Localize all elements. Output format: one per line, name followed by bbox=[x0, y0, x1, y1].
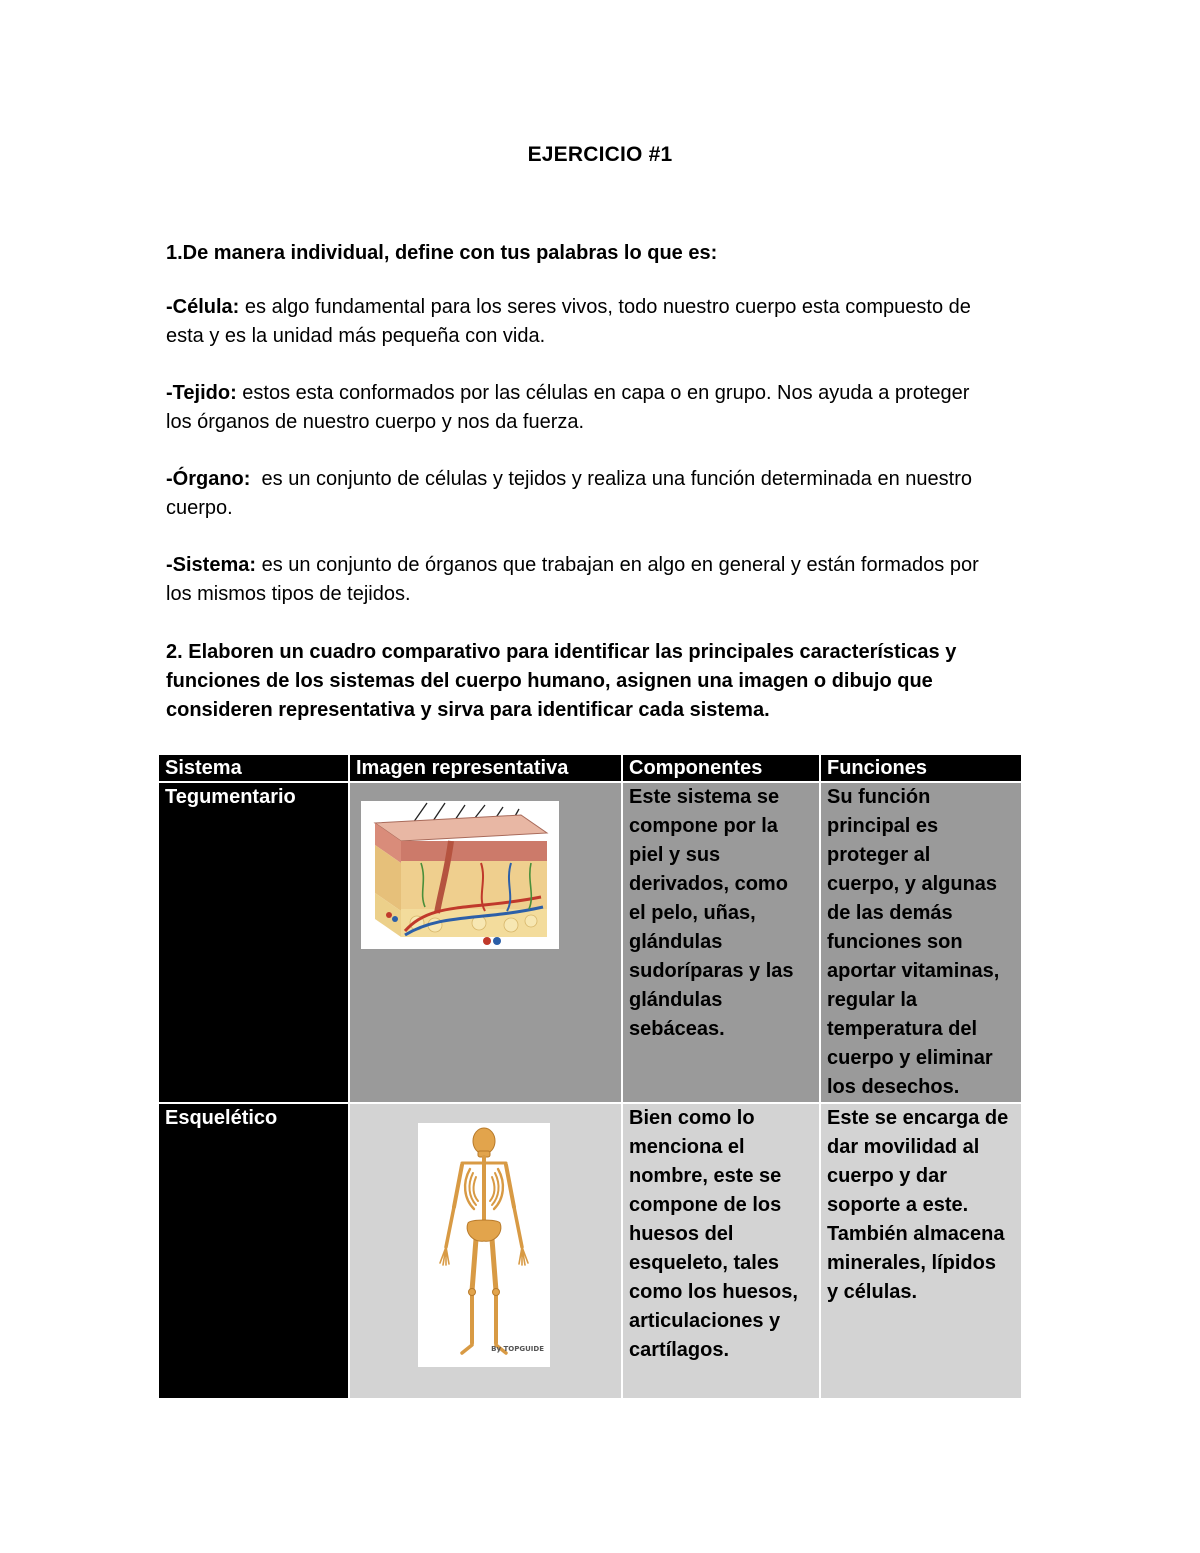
question-2-prompt bbox=[166, 638, 1036, 725]
question-1-prompt: 1.De manera individual, define con tus palabras lo que es: bbox=[166, 242, 718, 264]
cell-componentes-esqueletico bbox=[622, 1103, 820, 1399]
page-title: EJERCICIO #1 bbox=[527, 143, 673, 166]
cell-funciones-tegumentario bbox=[820, 782, 1022, 1103]
cell-image-tegumentario bbox=[349, 782, 622, 1103]
definition-tejido-line2: los órganos de nuestro cuerpo y nos da fuerza. bbox=[166, 411, 585, 433]
text-line: cuerpo, y algunas bbox=[827, 873, 998, 895]
text-line: soporte a este. bbox=[827, 1194, 969, 1216]
cell-image-esqueletico bbox=[349, 1103, 622, 1399]
text-line: y células. bbox=[827, 1281, 918, 1303]
text-line: glándulas bbox=[629, 989, 723, 1011]
text-line: huesos del bbox=[629, 1223, 734, 1245]
text-line: También almacena bbox=[827, 1223, 1005, 1245]
text-line: como los huesos, bbox=[629, 1281, 798, 1303]
text-line: proteger al bbox=[827, 844, 931, 866]
text-line: glándulas bbox=[629, 931, 723, 953]
text-line: cuerpo y eliminar bbox=[827, 1047, 993, 1069]
text-line: nombre, este se bbox=[629, 1165, 782, 1187]
text-line: sebáceas. bbox=[629, 1018, 725, 1040]
text-line: compone por la bbox=[629, 815, 778, 837]
text-line: regular la bbox=[827, 989, 918, 1011]
definition-celula bbox=[166, 293, 1036, 351]
text-line: cuerpo y dar bbox=[827, 1165, 948, 1187]
table-row bbox=[158, 1103, 1022, 1399]
text-line: principal es bbox=[827, 815, 939, 837]
text-line: Este se encarga de bbox=[827, 1107, 1009, 1129]
definition-organo-line2: cuerpo. bbox=[166, 497, 233, 519]
term-celula: -Célula: bbox=[166, 296, 240, 318]
text-line: compone de los bbox=[629, 1194, 782, 1216]
cell-funciones-esqueletico bbox=[820, 1103, 1022, 1399]
definition-organo-line1: es un conjunto de células y tejidos y realiza una función determinada en nuestro bbox=[250, 468, 972, 490]
definition-organo bbox=[166, 465, 1036, 523]
text-line: de las demás bbox=[827, 902, 953, 924]
definition-sistema-line2: los mismos tipos de tejidos. bbox=[166, 583, 411, 605]
question-2-line1: 2. Elaboren un cuadro comparativo para identificar las principales características y bbox=[166, 641, 957, 663]
definition-celula-line1: es algo fundamental para los seres vivos, todo nuestro cuerpo esta compuesto de bbox=[239, 296, 971, 318]
text-line: funciones son bbox=[827, 931, 963, 953]
cell-componentes-tegumentario bbox=[622, 782, 820, 1103]
text-line: aportar vitaminas, bbox=[827, 960, 1000, 982]
header-componentes: Componentes bbox=[622, 754, 820, 782]
text-line: Bien como lo bbox=[629, 1107, 755, 1129]
text-line: Su función bbox=[827, 786, 931, 808]
header-sistema: Sistema bbox=[158, 754, 349, 782]
comparison-table bbox=[157, 753, 1023, 1400]
skeleton-watermark: By TOPGUIDE bbox=[491, 1345, 544, 1353]
header-funciones: Funciones bbox=[820, 754, 1022, 782]
text-line: menciona el bbox=[629, 1136, 745, 1158]
text-line: derivados, como bbox=[629, 873, 788, 895]
table-row bbox=[158, 782, 1022, 1103]
text-line: cartílagos. bbox=[629, 1339, 730, 1361]
text-line: articulaciones y bbox=[629, 1310, 781, 1332]
definition-sistema bbox=[166, 551, 1036, 609]
definition-sistema-line1: es un conjunto de órganos que trabajan en algo en general y están formados por bbox=[256, 554, 979, 576]
text-line: piel y sus bbox=[629, 844, 721, 866]
question-2-line2: funciones de los sistemas del cuerpo humano, asignen una imagen o dibujo que bbox=[166, 670, 933, 692]
text-line: dar movilidad al bbox=[827, 1136, 980, 1158]
term-tejido: -Tejido: bbox=[166, 382, 237, 404]
term-organo: -Órgano: bbox=[166, 468, 251, 490]
text-line: los desechos. bbox=[827, 1076, 960, 1098]
cell-sistema-esqueletico: Esquelético bbox=[158, 1103, 349, 1399]
definition-tejido bbox=[166, 379, 1036, 437]
cell-sistema-tegumentario: Tegumentario bbox=[158, 782, 349, 1103]
table-header-row bbox=[158, 754, 1022, 782]
skeleton-icon bbox=[418, 1123, 550, 1367]
text-line: minerales, lípidos bbox=[827, 1252, 996, 1274]
skin-cross-section-icon bbox=[361, 801, 559, 949]
text-line: esqueleto, tales bbox=[629, 1252, 780, 1274]
text-line: Este sistema se bbox=[629, 786, 780, 808]
question-2-line3: consideren representativa y sirva para identificar cada sistema. bbox=[166, 699, 770, 721]
definition-celula-line2: esta y es la unidad más pequeña con vida. bbox=[166, 325, 546, 347]
text-line: el pelo, uñas, bbox=[629, 902, 756, 924]
definition-tejido-line1: estos esta conformados por las células en capa o en grupo. Nos ayuda a proteger bbox=[236, 382, 970, 404]
text-line: temperatura del bbox=[827, 1018, 978, 1040]
header-imagen: Imagen representativa bbox=[349, 754, 622, 782]
text-line: sudoríparas y las bbox=[629, 960, 794, 982]
term-sistema: -Sistema: bbox=[166, 554, 257, 576]
